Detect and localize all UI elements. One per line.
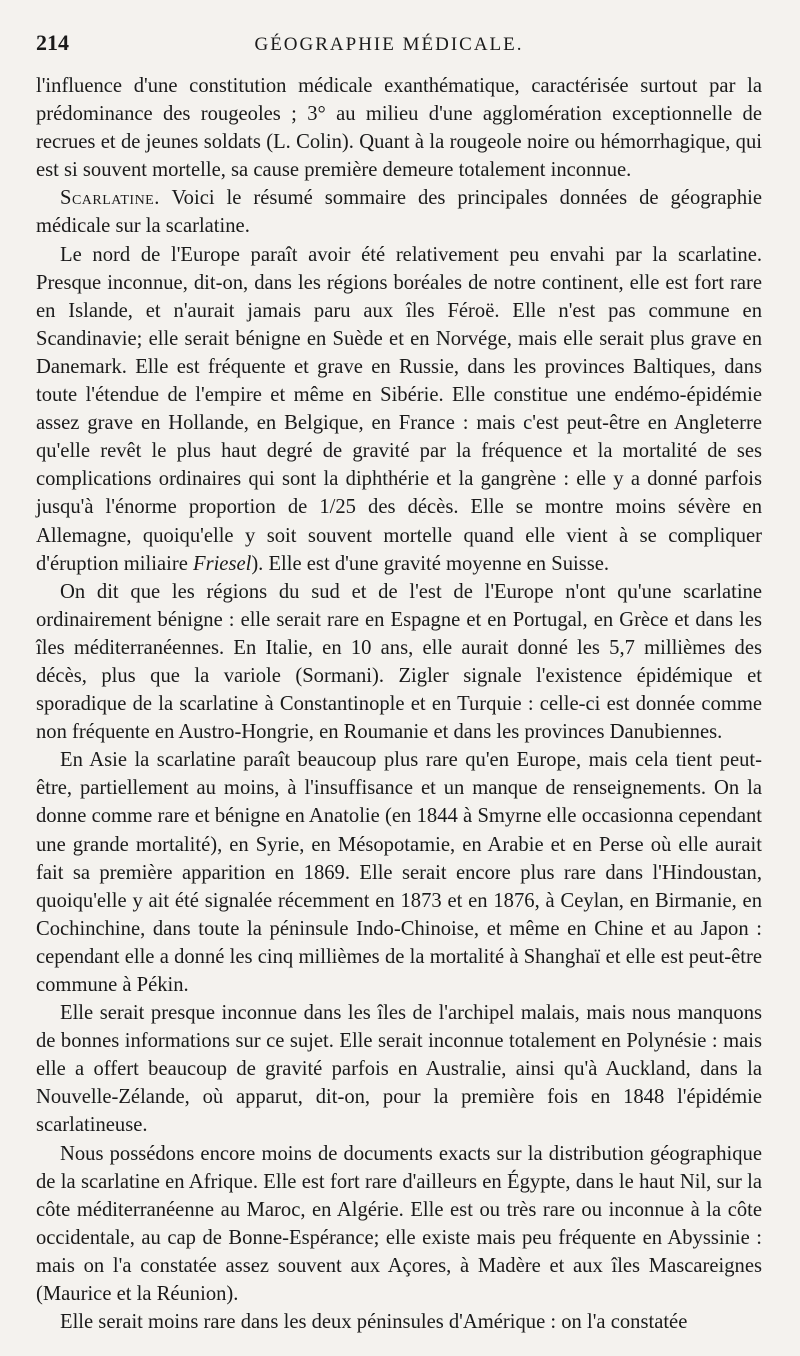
paragraph-rougeole-continuation: l'influence d'une constitution médicale exanthématique, caractérisée surtout par la prédominance des rougeoles ; 3° au milieu d'une agglomération exceptionnelle de recrues et de jeunes soldats (L. Colin). Quant à la rougeole noire ou hémorrhagique, qui est si souvent mortelle, sa cause première demeure totalement inconnue. <box>36 75 762 182</box>
page-number: 214 <box>36 30 69 55</box>
paragraph-europe-south: On dit que les régions du sud et de l'est de l'Europe n'ont qu'une scarlatine ordinairement bénigne : elle serait rare en Espagne et en Portugal, en Grèce et dans les îles méditerranéennes. En Italie, en 10 ans, elle aurait donné les 5,7 millièmes des décès, plus que la variole (Sormani). Zigler signale l'existence épidémique et sporadique de la scarlatine à Constantinople et en Turquie : celle-ci est donnée comme non fréquente en Austro-Hongrie, en Roumanie et dans les provinces Danubiennes. <box>36 580 762 744</box>
paragraph-europe-north: Le nord de l'Europe paraît avoir été relativement peu envahi par la scarlatine. Presque inconnue, dit-on, dans les régions boréales de notre continent, elle est fort rare en Islande, et n'aurait jamais paru aux îles Féroë. Elle n'est pas commune en Scandinavie; elle serait bénigne en Suède et en Norvége, mais elle serait plus grave en Danemark. Elle est fréquente et grave en Russie, dans les provinces Baltiques, dans toute l'étendue de l'empire et même en Sibérie. Elle constitue une endémo-épidémie assez grave en Hollande, en Belgique, en France : mais c'est peut-être en Angleterre qu'elle revêt le plus haut degré de gravité par la fréquence et la mortalité de ses complications ordinaires qui sont la diphthérie et la gangrène : elle y a donné parfois jusqu'à l'énorme proportion de 1/25 des décès. Elle se montre moins sévère en Allemagne, quoiqu'elle y soit souvent mortelle quand elle vient à se compliquer d'éruption miliaire Friesel). Elle est d'une gravité moyenne en Suisse. <box>36 243 762 575</box>
paragraph-scarlatine-intro: Scarlatine. Voici le résumé sommaire des principales données de géographie médicale sur la scarlatine. <box>36 187 762 238</box>
paragraph-africa: Nous possédons encore moins de documents exacts sur la distribution géographique de la scarlatine en Afrique. Elle est fort rare d'ailleurs en Égypte, dans le haut Nil, sur la côte méditerranéenne au Maroc, en Algérie. Elle est ou très rare ou inconnue à la côte occidentale, au cap de Bonne-Espérance; elle existe mais peu fréquente en Abyssinie : mais on l'a constatée assez souvent aux Açores, à Madère et aux îles Mascareignes (Maurice et la Réunion). <box>36 1142 762 1306</box>
italic-term-friesel: Friesel <box>192 552 252 575</box>
paragraph-asia: En Asie la scarlatine paraît beaucoup plus rare qu'en Europe, mais cela tient peut-être, partiellement au moins, à l'insuffisance et un manque de renseignements. On la donne comme rare et bénigne en Anatolie (en 1844 à Smyrne elle occasionna cependant une grande mortalité), en Syrie, en Mésopotamie, en Arabie et en Perse où elle aurait fait sa première apparition en 1869. Elle serait encore plus rare dans l'Hindoustan, quoiqu'elle y ait été signalée récemment en 1873 et en 1876, à Ceylan, en Birmanie, en Cochinchine, dans toute la péninsule Indo-Chinoise, et même en Chine et au Japon : cependant elle a donné les cinq millièmes de la mortalité à Shanghaï et elle est peut-être commune à Pékin. <box>36 749 762 996</box>
paragraph-oceania: Elle serait presque inconnue dans les îles de l'archipel malais, mais nous manquons de bonnes informations sur ce sujet. Elle serait inconnue totalement en Polynésie : mais elle a offert beaucoup de gravité parfois en Australie, ainsi qu'à Auckland, dans la Nouvelle-Zélande, où apparut, dit-on, pour la première fois en 1848 l'épidémie scarlatineuse. <box>36 1002 762 1137</box>
section-heading-scarlatine: Scarlatine. <box>60 187 160 210</box>
body-text <box>36 72 762 1336</box>
running-title: GÉOGRAPHIE MÉDICALE. <box>254 34 524 55</box>
page-header <box>36 30 762 70</box>
paragraph-america: Elle serait moins rare dans les deux péninsules d'Amérique : on l'a constatée <box>60 1311 688 1334</box>
